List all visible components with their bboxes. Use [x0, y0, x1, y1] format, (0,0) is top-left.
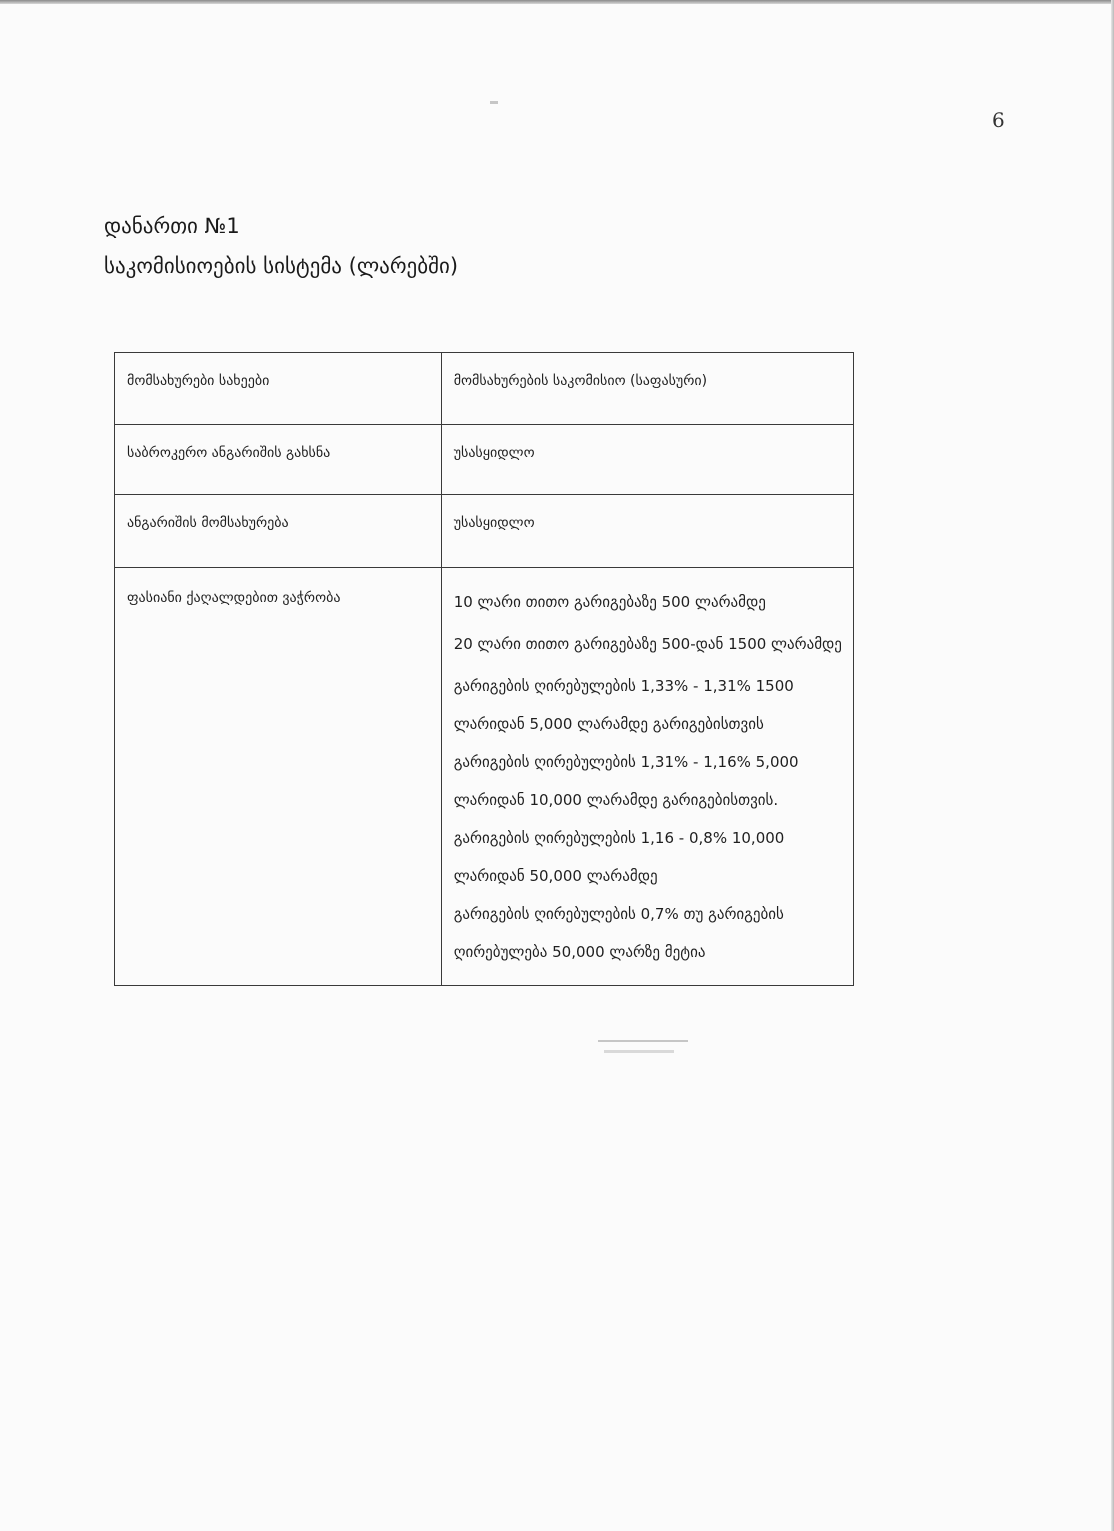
- fee-cell-tiers: [441, 568, 853, 986]
- fee-cell: [441, 425, 853, 495]
- table-row: [115, 495, 854, 568]
- service-name: ფასიანი ქაღალდებით ვაჭრობა: [127, 590, 341, 606]
- fee-value: უსასყიდლო: [453, 515, 535, 531]
- fee-tier-line: ლარიდან 5,000 ლარამდე გარიგებისთვის: [453, 715, 764, 733]
- scan-speck: [490, 101, 498, 104]
- table-row: [115, 425, 854, 495]
- header-fee-label: მომსახურების საკომისიო (საფასური): [453, 373, 708, 389]
- fee-value: უსასყიდლო: [453, 445, 535, 461]
- fee-tier-line: გარიგების ღირებულების 1,16 - 0,8% 10,000: [453, 829, 785, 847]
- fee-tier-line: 10 ლარი თითო გარიგებაზე 500 ლარამდე: [453, 593, 766, 611]
- scan-smudge: [598, 1040, 688, 1042]
- annex-title: დანართი №1: [104, 214, 240, 238]
- header-services-label: მომსახურები სახეები: [127, 373, 270, 389]
- table-header-row: [115, 353, 854, 425]
- fee-tier-line: ლარიდან 50,000 ლარამდე: [453, 867, 658, 885]
- annex-subtitle: საკომისიოების სისტემა (ლარებში): [104, 254, 459, 278]
- service-cell: [115, 568, 442, 986]
- fee-tier-line: ღირებულება 50,000 ლარზე მეტია: [453, 943, 706, 961]
- fee-tier-line: ლარიდან 10,000 ლარამდე გარიგებისთვის.: [453, 791, 779, 809]
- service-name: ანგარიშის მომსახურება: [127, 515, 289, 531]
- page-number: 6: [992, 108, 1005, 132]
- commission-table: [114, 352, 854, 986]
- scan-smudge: [604, 1050, 674, 1053]
- scan-top-edge: [0, 0, 1114, 4]
- fee-tier-list: [442, 568, 853, 966]
- fee-tier-line: გარიგების ღირებულების 1,31% - 1,16% 5,000: [453, 753, 799, 771]
- header-cell-services: [115, 353, 442, 425]
- fee-tier-line: გარიგების ღირებულების 0,7% თუ გარიგების: [453, 905, 784, 923]
- service-cell: [115, 495, 442, 568]
- fee-tier-line: გარიგების ღირებულების 1,33% - 1,31% 1500: [453, 677, 794, 695]
- service-name: საბროკერო ანგარიშის გახსნა: [127, 445, 331, 461]
- service-cell: [115, 425, 442, 495]
- header-cell-fee: [441, 353, 853, 425]
- table-row-trading: [115, 568, 854, 986]
- fee-tier-line: 20 ლარი თითო გარიგებაზე 500-დან 1500 ლარამდე: [453, 635, 842, 653]
- document-heading: [104, 206, 458, 286]
- fee-cell: [441, 495, 853, 568]
